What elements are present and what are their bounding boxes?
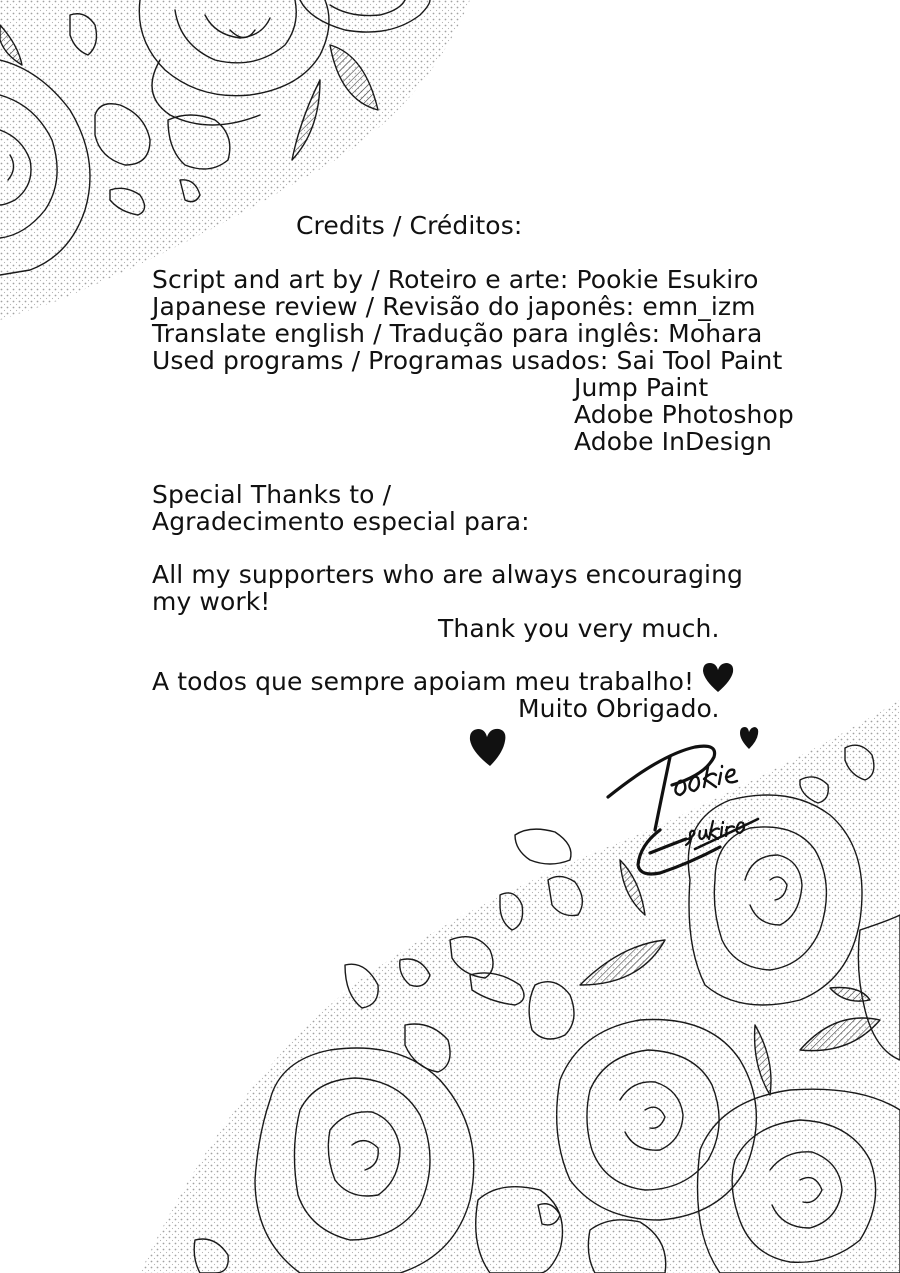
credit-line-translation: Translate english / Tradução para inglês: Mohara <box>152 319 763 348</box>
thanks-closing-english: Thank you very much. <box>438 614 720 643</box>
thanks-message-english-cont: my work! <box>152 587 271 616</box>
thanks-heading-english: Special Thanks to / <box>152 480 392 509</box>
signature <box>600 735 770 885</box>
program-item: Adobe Photoshop <box>574 400 794 429</box>
credit-line-script: Script and art by / Roteiro e arte: Pookie Esukiro <box>152 265 759 294</box>
credit-line-review: Japanese review / Revisão do japonês: emn_izm <box>152 292 756 321</box>
thanks-closing-portuguese: Muito Obrigado. <box>518 694 720 723</box>
thanks-message-english: All my supporters who are always encouraging <box>152 560 743 589</box>
credits-heading: Credits / Créditos: <box>296 211 523 240</box>
thanks-heading-portuguese: Agradecimento especial para: <box>152 507 530 536</box>
program-item: Jump Paint <box>574 373 709 402</box>
program-item: Adobe InDesign <box>574 427 772 456</box>
thanks-message-portuguese: A todos que sempre apoiam meu trabalho! <box>152 667 695 696</box>
heart-icon <box>700 660 736 694</box>
credit-line-programs: Used programs / Programas usados: Sai Tool Paint <box>152 346 783 375</box>
heart-icon <box>466 726 510 768</box>
